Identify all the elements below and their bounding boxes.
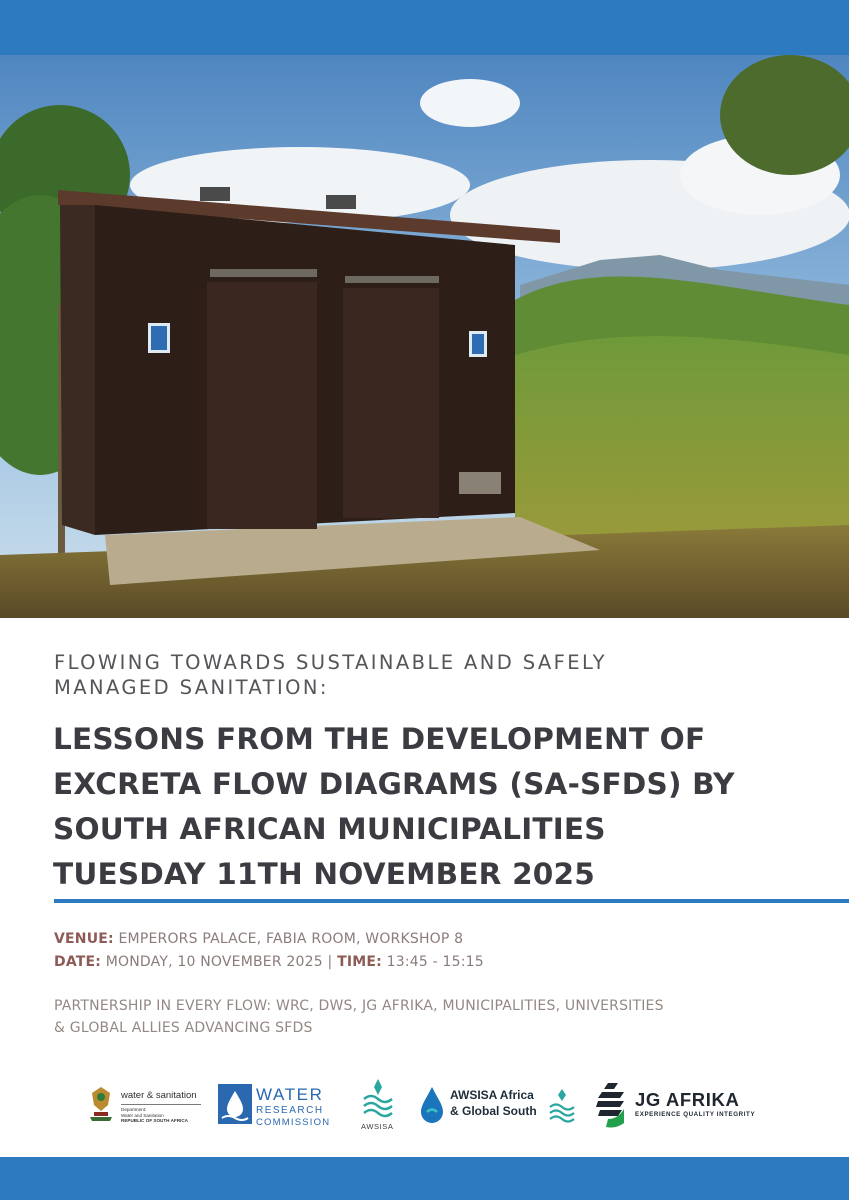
date-label: DATE: [54,954,102,970]
subtitle-line-1: FLOWING TOWARDS SUSTAINABLE AND SAFELY [54,651,607,674]
event-subtitle [54,650,794,700]
subtitle-line-2: MANAGED SANITATION: [54,676,329,699]
dws-line-1: Department: [121,1107,147,1112]
dws-divider [121,1104,201,1105]
water-drop-icon [218,1084,252,1124]
divider-rule [54,899,849,903]
title-line-2: EXCRETA FLOW DIAGRAMS (SA-SFDS) BY [53,767,735,801]
awsisa-africa-line-2: & Global South [450,1104,537,1118]
awsisa-africa-logo [418,1083,584,1127]
partner-logos [0,1075,849,1135]
venue-line [54,931,814,947]
partnership-statement [54,995,814,1039]
wrc-logo [218,1081,338,1129]
awsisa-label: AWSISA [361,1122,394,1131]
date-value: MONDAY, 10 NOVEMBER 2025 | [101,954,338,970]
awsisa-logo [358,1077,402,1133]
dws-logo [88,1083,208,1127]
title-line-4: TUESDAY 11TH NOVEMBER 2025 [53,857,595,891]
jg-afrika-logo [594,1079,769,1131]
waves-icon [358,1077,402,1121]
partnership-line-2: & GLOBAL ALLIES ADVANCING SFDS [54,1020,313,1036]
jg-afrika-tagline: EXPERIENCE QUALITY INTEGRITY [635,1111,756,1118]
dws-line-2: Water and Sanitation [121,1112,164,1118]
time-label: TIME: [337,954,382,970]
partnership-line-1: PARTNERSHIP IN EVERY FLOW: WRC, DWS, JG AFRIKA, MUNICIPALITIES, UNIVERSITIES [54,998,664,1014]
coat-of-arms-icon [88,1085,114,1123]
venue-label: VENUE: [54,931,114,947]
hero-photo-latrine [0,55,849,618]
dws-department [121,1107,211,1124]
jg-stripes-icon [594,1079,630,1131]
event-title [53,717,823,897]
title-line-1: LESSONS FROM THE DEVELOPMENT OF [53,722,706,756]
dws-name: water & sanitation [121,1090,197,1101]
wrc-line-1: WATER [256,1085,324,1104]
wrc-box [218,1084,252,1124]
title-line-3: SOUTH AFRICAN MUNICIPALITIES [53,812,606,846]
date-time-line [54,954,814,970]
wrc-line-2: RESEARCH [256,1105,324,1116]
wrc-line-3: COMMISSION [256,1117,331,1128]
bottom-color-band [0,1157,849,1200]
venue-value: EMPERORS PALACE, FABIA ROOM, WORKSHOP 8 [113,931,464,947]
dws-line-3: REPUBLIC OF SOUTH AFRICA [121,1118,188,1123]
top-color-band [0,0,849,55]
time-value: 13:45 - 15:15 [381,954,484,970]
jg-afrika-name: JG AFRIKA [635,1089,740,1110]
awsisa-africa-line-1: AWSISA Africa [450,1088,534,1102]
